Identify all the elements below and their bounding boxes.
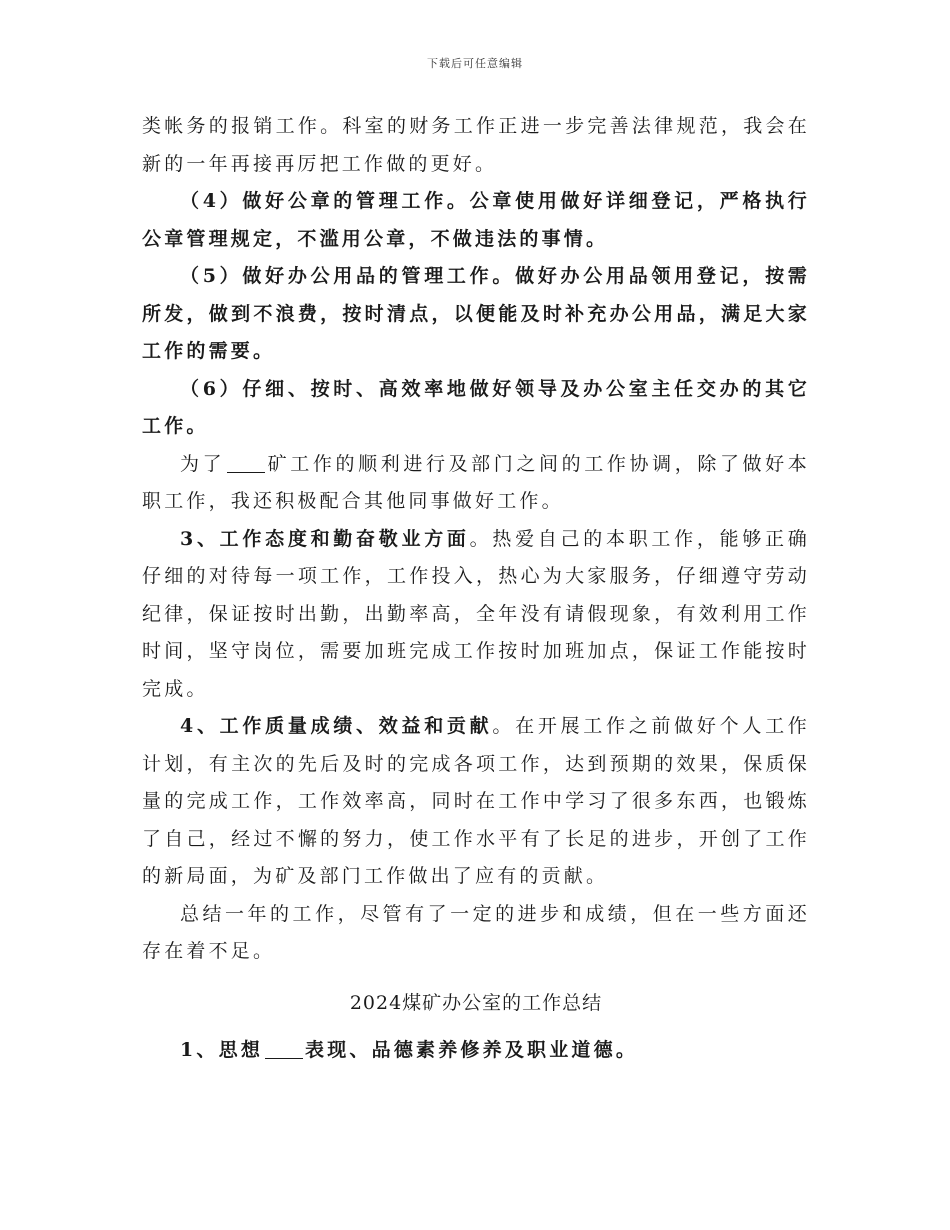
section-heading: 3、工作态度和勤奋敬业方面 xyxy=(180,527,470,550)
paragraph-office-supplies: （5）做好办公用品的管理工作。做好办公用品领用登记，按需所发，做到不浪费，按时清点，以便能及时补充办公用品，满足大家工作的需要。 xyxy=(142,265,810,362)
paragraph-coordination xyxy=(142,446,810,521)
paragraph-work-attitude xyxy=(142,521,810,709)
blank-underline xyxy=(227,453,265,473)
blank-underline xyxy=(265,1039,303,1059)
paragraph-ideology xyxy=(142,1032,810,1070)
paragraph-summary: 总结一年的工作，尽管有了一定的进步和成绩，但在一些方面还存在着不足。 xyxy=(142,902,810,962)
text-fragment: 。在开展工作之前做好个人工作计划，有主次的先后及时的完成各项工作，达到预期的效果，保质保量的完成工作，工作效率高，同时在工作中学习了很多东西，也锻炼了自己，经过不懈的努力，使工作水平有了长足的进步，开创了工作的新局面，为矿及部门工作做出了应有的贡献。 xyxy=(142,715,810,887)
text-fragment: 为了 xyxy=(180,452,226,475)
text-fragment: 矿工作的顺利进行及部门之间的工作协调，除了做好本职工作，我还积极配合其他同事做好工作。 xyxy=(142,452,810,512)
text-fragment: 表现、品德素养修养及职业道德。 xyxy=(305,1039,639,1061)
page-header: 下载后可任意编辑 xyxy=(427,57,523,70)
paragraph-reimbursement: 类帐务的报销工作。科室的财务工作正进一步完善法律规范，我会在新的一年再接再厉把工作做的更好。 xyxy=(142,115,810,175)
text-fragment: 1、思想 xyxy=(180,1039,264,1061)
paragraph-work-quality xyxy=(142,708,810,896)
section-heading: 4、工作质量成绩、效益和贡献 xyxy=(180,715,493,737)
document-title: 2024煤矿办公室的工作总结 xyxy=(349,991,603,1014)
text-fragment: 。热爱自己的本职工作，能够正确仔细的对待每一项工作，工作投入，热心为大家服务，仔细遵守劳动纪律，保证按时出勤，出勤率高，全年没有请假现象，有效利用工作时间，坚守岗位，需要加班完成工作按时加班加点，保证工作能按时完成。 xyxy=(142,527,810,700)
paragraph-assigned-tasks: （6）仔细、按时、高效率地做好领导及办公室主任交办的其它工作。 xyxy=(142,377,810,437)
paragraph-seal-management: （4）做好公章的管理工作。公章使用做好详细登记，严格执行公章管理规定，不滥用公章，不做违法的事情。 xyxy=(142,190,810,250)
document-body xyxy=(142,108,810,1070)
